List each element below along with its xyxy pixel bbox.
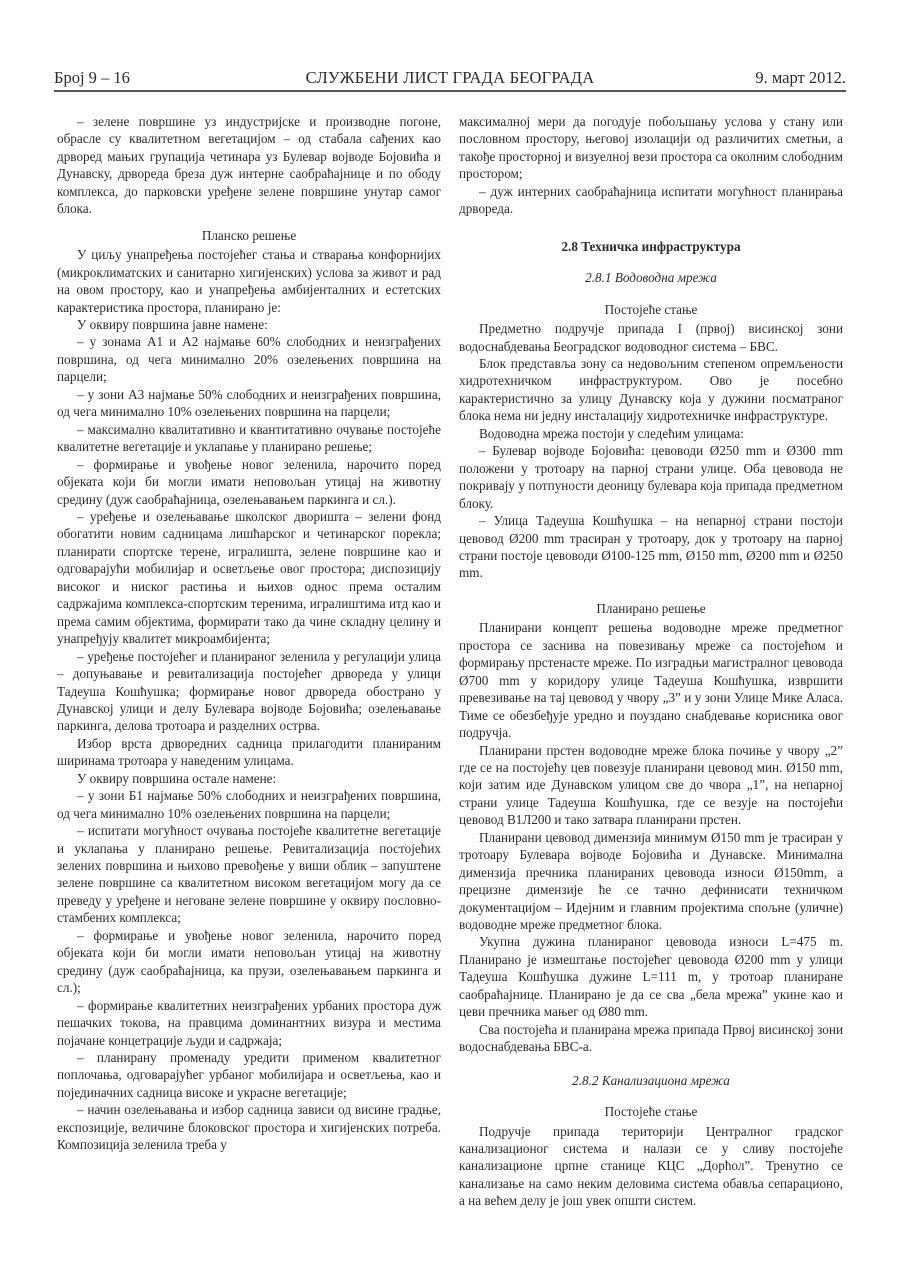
list-item: – уређење постојећег и планираног зеленила у регулацији улица – допуњавање и ревитализација постојећег дрвореда у улици Тадеуша Кошћушка; формирање новог дрвореда обострано у Дунавској улици и делу Булевара војводе Бојовића; озелењавање паркинга, делова тротоара и разделних острва.	[57, 648, 441, 734]
list-item: – у зони Б1 најмање 50% слободних и неизграђених површина, од чега минимално 10% озелењених површина на парцели;	[57, 788, 441, 821]
list-item: – формирање и увођење новог зеленила, нарочито поред објеката који би могли имати неповољан утицај на животну средину (дуж саобраћајница, озелењавањем паркинга и сл.).	[57, 456, 441, 507]
paragraph: Сва постојећа и планирана мрежа припада Првој висинској зони водоснабдевања БВС-а.	[459, 1021, 843, 1055]
right-column	[459, 113, 843, 1210]
page-header	[54, 66, 846, 92]
list-item: – уређење и озелењавање школског дворишта – зелени фонд обогатити новим садницама лишћарског и четинарског порекла; планирати спортске терене, игралишта, зелене површине као и одговарајући мобилијар и осветљење овог простора; диспозицију високог и ниског растиња и њихов однос према осталим садржајима комплекса-спортским теренима, игралиштима итд као и према самим објектима, формирати тако да чине складну целину и унапређују квалитет микроамбијента;	[57, 508, 441, 647]
list-item: – Улица Тадеуша Кошћушка – на непарној страни постоји цевовод Ø200 mm трасиран у тротоару, док у тротоару на парној страни постоје цевоводи Ø100-125 mm, Ø150 mm, Ø200 mm и Ø250 mm.	[459, 513, 843, 581]
paragraph: Водоводна мрежа постоји у следећим улицама:	[479, 425, 744, 441]
list-item: – испитати могућност очувања постојеће квалитетне вегетације и уклапања у планирано решење. Ревитализација постојећих зелених површина и њихово превођење у виши облик – запуштене зелене површине са квалитетном високом вегетацијом могу да се преведу у уређене и неговане зелене површине у оквиру пословно-стамбених комплекса;	[57, 823, 441, 926]
subsection-heading-water-network: 2.8.1 Водоводна мрежа	[585, 270, 717, 286]
list-item: – у зони А3 најмање 50% слободних и неизграђених површина, од чега минимално 10% озелењених површина на парцели;	[57, 386, 441, 420]
paragraph: Планирани прстен водоводне мреже блока почиње у чвору „2” где се на постојећу цев повезује планирани цевовод мин. Ø150 mm, који затим иде Дунавском улицом све до чвора „1”, на непарној страни улице Тадеуша Кошћушка, где се везује на постојећи цевовод В1Л200 и тако затвара планирани прстен.	[459, 742, 843, 828]
paragraph: Укупна дужина планираног цевовода износи L=475 m. Планирано је измештање постојећег цевовода Ø200 mm у улици Тадеуша Кошћушка дужине L=111 m, у тротоар планиране саобраћајнице. Планирано је да се сва „бела мрежа” укине као и цеви пречника мањег од Ø80 mm.	[459, 934, 843, 1020]
subheading-existing-state: Постојеће стање	[604, 1104, 698, 1120]
subheading-plansko-resenje: Планско решење	[201, 227, 297, 243]
paragraph: максималној мери да погодује побољшању услова у стану или пословном простору, његовој изолацији од различитих сметњи, а такође просторној и визуелној вези простора са околним слободним простором;	[459, 114, 843, 182]
list-item: – формирање квалитетних неизграђених урбаних простора дуж пешачких токова, на правцима доминантних визура и местима појачане концетрације људи и садржаја;	[57, 997, 441, 1048]
paragraph: Подручје припада територији Централног градског канализационог система и налази се у сливу постојеће канализационе црпне станице КЦС „Дорћол”. Тренутно се канализање на само неким деловима система обавља сепарационо, а на већем делу је још увек општи систем.	[459, 1123, 843, 1209]
paragraph: Блок представља зону са недовољним степеном опремљености хидротехничком инфраструктуром. Ово је посебно карактеристично за улицу Дунавску која у дужини посматраног блока нема ни једну инсталацију хидротехничке инфраструктуре.	[459, 355, 843, 424]
paragraph: Избор врста дрворедних садница прилагодити планираним ширинама тротоара у наведеним улицама.	[57, 735, 441, 769]
paragraph: Планирани цевовод димензија минимум Ø150 mm је трасиран у тротоару Булевара војводе Бојовића и Дунавске. Минимална димензија пречника планираних цевовода износи Ø150mm, а прецизне димензије ће се тачно дефинисати техничком документацијом – Идејним и главним пројектима спољне (уличне) водоводне мреже предметног блока.	[459, 829, 843, 933]
left-column	[57, 113, 441, 1154]
list-item: – у зонама А1 и А2 најмање 60% слободних и неизграђених површина, од чега минимално 20% озелењених површина на парцели;	[57, 334, 441, 385]
paragraph: Планирани концепт решења водоводне мреже предметног простора се заснива на повезивању мреже са постојећом и формирању прстенасте мреже. По изградњи магистралног цевовода Ø700 mm у коридору улице Тадеуша Кошћушка, извршити превезивање на тај цевовод у чвору „3” и у зони Улице Мике Аласа. Тиме се обезбеђује уредно и поуздано снабдевање корисника овог подручја.	[459, 620, 843, 741]
list-item: – начин озелењавања и избор садница зависи од висине градње, експозиције, величине блоковског простора и хигијенских потреба. Композиција зеленила треба у	[57, 1102, 441, 1153]
paragraph: – зелене површине уз индустријске и производне погоне, обрасле су квалитетном вегетацијом – од стабала сађених као дрворед мањих групација четинара уз Булевар војводе Бојовића и Дунавску, дрвореда бреза дуж интерне саобраћајнице и по ободу комплекса, до парковски уређене зелене површине унутар самог блока.	[57, 114, 441, 217]
list-item: – дуж интерних саобраћајница испитати могућност планирања дрвореда.	[459, 183, 843, 217]
paragraph: У оквиру површина јавне намене:	[77, 316, 268, 332]
list-item: – максимално квалитативно и квантитативно очување постојеће квалитетне вегетације и уклапање у планирано решење;	[57, 421, 441, 455]
list-item: – планирану променаду уредити применом квалитетног поплочања, одговарајућег урбаног мобилијара и осветљења, као и појединачних садница високе и украсне вегетације;	[57, 1050, 441, 1100]
list-item: – формирање и увођење новог зеленила, нарочито поред објеката који би могли имати неповољан утицај на животну средину (дуж саобраћајница, ка прузи, озелењавањем паркинга и сл.);	[57, 927, 441, 996]
section-heading-technical-infrastructure: 2.8 Техничка инфраструктура	[561, 238, 741, 254]
paragraph: У циљу унапређења постојећег стања и стварања конфорнијих (микроклиматских и санитарно хигијенских) услова за живот и рад на овом простору, као и унапређења амбијенталних и естетских карактеристика простора, планирано је:	[57, 247, 441, 315]
list-item: – Булевар војводе Бојовића: цевоводи Ø250 mm и Ø300 mm положени у тротоару на парној страни улице. Оба цевовода не покривају у потпуности деоницу булевара која припада предметном блоку.	[459, 443, 843, 511]
subheading-planned-solution: Планирано решење	[596, 600, 706, 616]
paragraph: Предметно подручје припада I (првој) висинској зони водоснабдевања Београдског водоводног система – БВС.	[459, 321, 843, 354]
paragraph: У оквиру површина остале намене:	[77, 770, 277, 786]
issue-number: Број 9 – 16	[54, 68, 130, 87]
subheading-existing-state: Постојеће стање	[604, 301, 698, 317]
publication-date: 9. март 2012.	[755, 68, 846, 87]
publication-title: СЛУЖБЕНИ ЛИСТ ГРАДА БЕОГРАДА	[305, 68, 595, 87]
subsection-heading-sewer-network: 2.8.2 Канализациона мрежа	[572, 1072, 730, 1088]
